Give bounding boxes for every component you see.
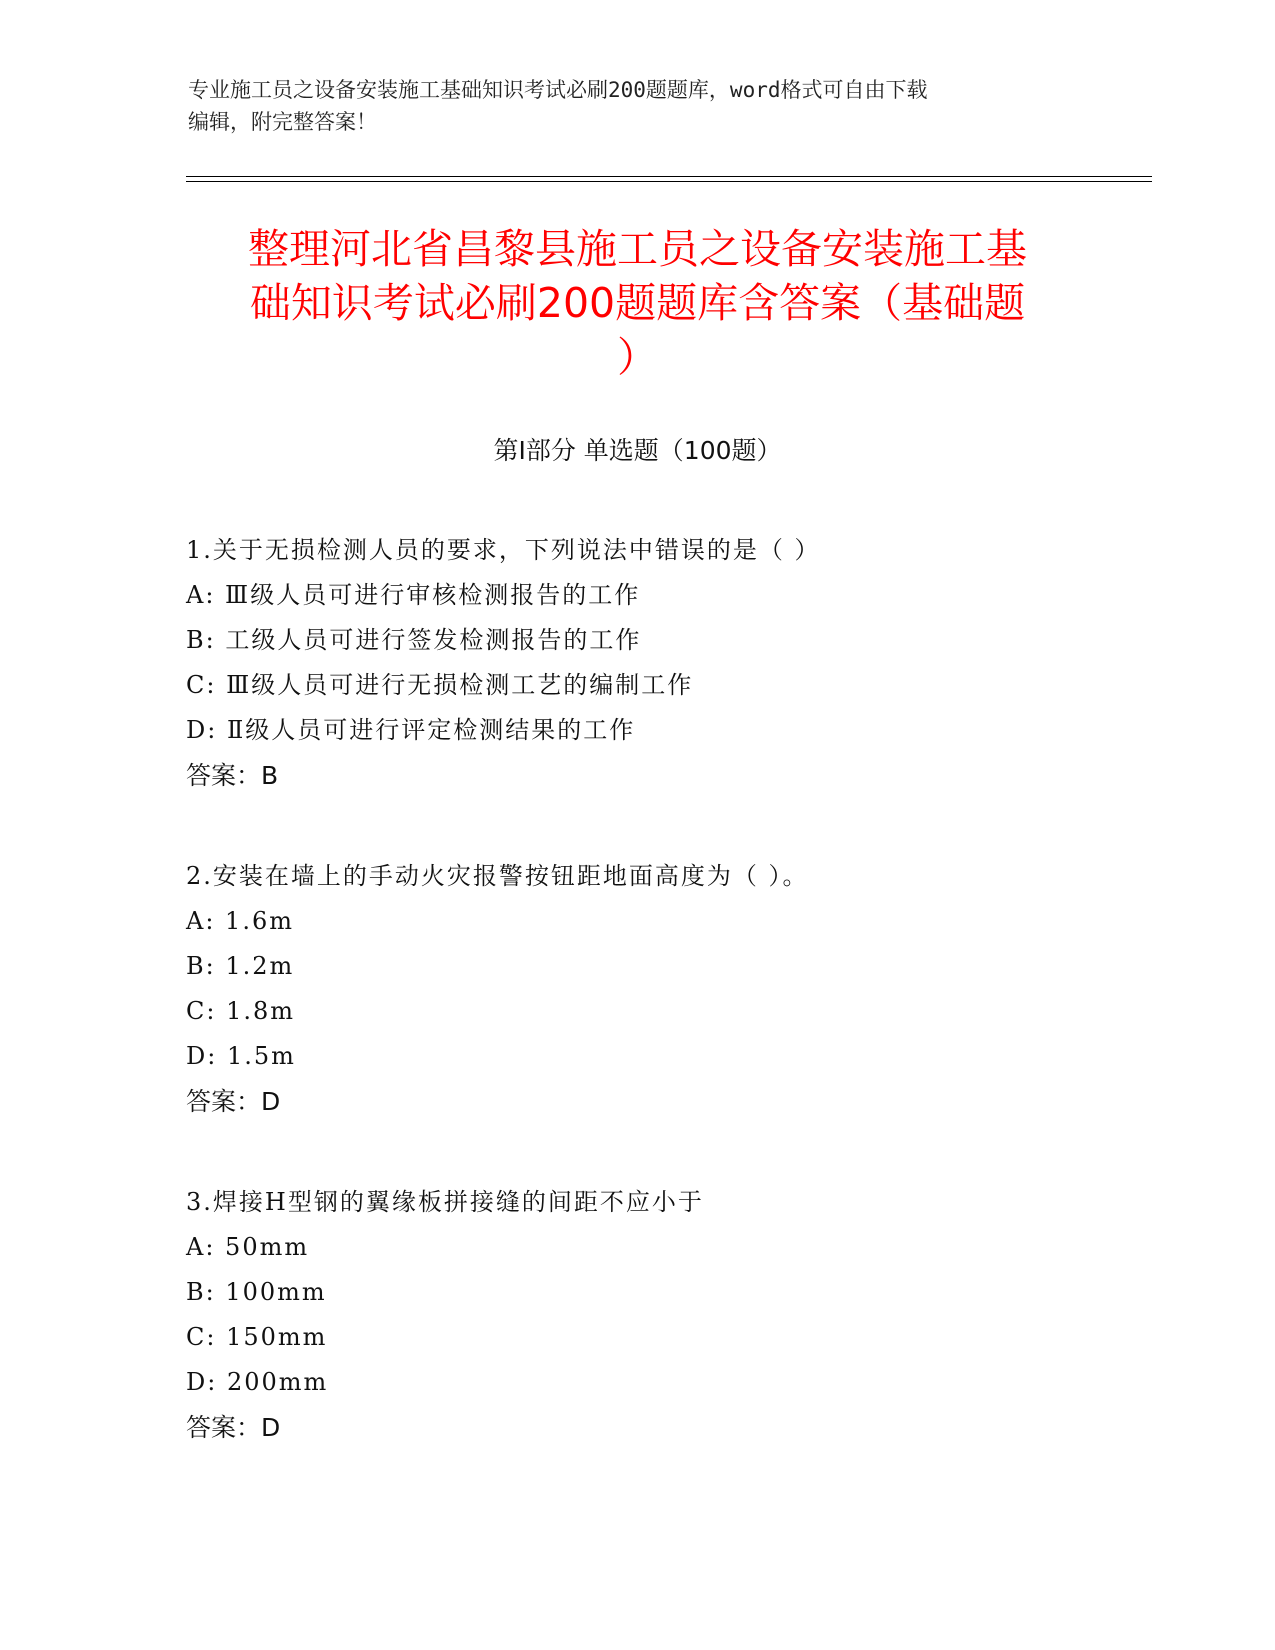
question-list [186,528,1146,1506]
answer: 答案：D [186,1087,281,1116]
answer: 答案：B [186,761,279,790]
header-divider-top [186,176,1152,177]
option-d: D: Ⅱ级人员可进行评定检测结果的工作 [186,716,636,744]
section-title: 第Ⅰ部分 单选题（100题） [493,436,782,465]
option-c: C: 1.8m [186,997,296,1025]
document-title-line-2: 础知识考试必刷200题题库含答案（基础题 [249,279,1026,327]
option-a: A: 1.6m [186,907,294,935]
option-b: B: 100mm [186,1278,327,1306]
question-3 [186,1180,1146,1450]
document-title-line-1: 整理河北省昌黎县施工员之设备安装施工基 [248,225,1027,273]
document-title-line-3: ） [617,333,658,381]
question-stem: 1.关于无损检测人员的要求，下列说法中错误的是（ ） [186,536,821,564]
answer: 答案：D [186,1413,281,1442]
option-d: D: 200mm [186,1368,329,1396]
header-divider-bottom [186,181,1152,182]
option-c: C: Ⅲ级人员可进行无损检测工艺的编制工作 [186,671,694,699]
option-d: D: 1.5m [186,1042,296,1070]
document-title [190,222,1085,384]
header-note [188,74,1068,138]
question-1 [186,528,1146,798]
option-a: A: 50mm [186,1233,310,1261]
option-a: A: Ⅲ级人员可进行审核检测报告的工作 [186,581,641,609]
question-stem: 3.焊接H型钢的翼缘板拼接缝的间距不应小于 [186,1188,704,1216]
option-b: B: 工级人员可进行签发检测报告的工作 [186,626,642,654]
question-2 [186,854,1146,1124]
option-c: C: 150mm [186,1323,328,1351]
question-stem: 2.安装在墙上的手动火灾报警按钮距地面高度为（ ）。 [186,862,809,890]
header-note-line-1: 专业施工员之设备安装施工基础知识考试必刷200题题库，word格式可自由下载 [188,78,928,102]
option-b: B: 1.2m [186,952,295,980]
header-note-line-2: 编辑，附完整答案！ [188,110,377,134]
